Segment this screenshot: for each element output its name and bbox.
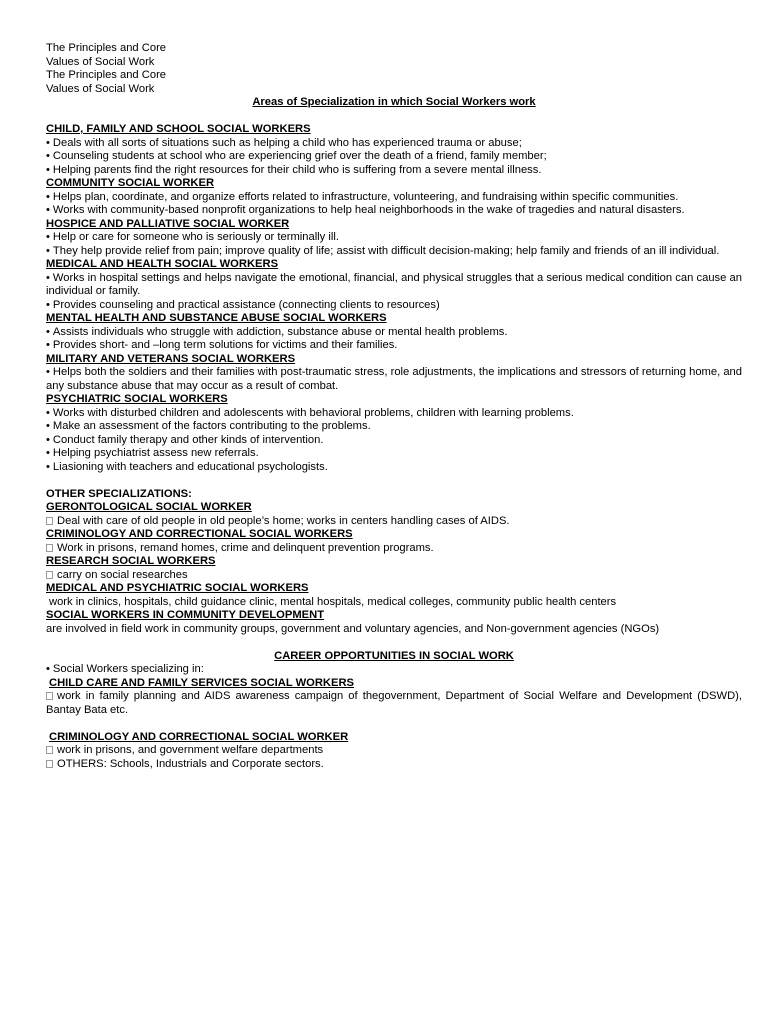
list-item-text: Helps plan, coordinate, and organize efforts related to infrastructure, volunteering, and fundraising within specific communities. [52, 190, 679, 203]
spacer [46, 474, 742, 488]
bullet: • [46, 339, 50, 351]
list-item-text: Provides counseling and practical assistance (connecting clients to resources) [52, 298, 440, 311]
section-heading: MILITARY AND VETERANS SOCIAL WORKERS [46, 352, 296, 365]
list-item [46, 515, 742, 529]
bullet: • [46, 136, 50, 149]
section-heading: CRIMINOLOGY AND CORRECTIONAL SOCIAL WORKER [49, 730, 349, 743]
section-heading: MEDICAL AND PSYCHIATRIC SOCIAL WORKERS [46, 582, 309, 594]
checkbox-glyph-icon [46, 544, 53, 552]
main-title-row [46, 96, 742, 110]
list-item [46, 623, 742, 637]
list-item [46, 569, 742, 583]
list-item-text: Works with community-based nonprofit organizations to help heal neighborhoods in the wake of tragedies and natural disasters. [52, 204, 685, 216]
list-item-text: Works in hospital settings and helps navigate the emotional, financial, and physical struggles that a serious medical condition can cause an individual or family. [46, 271, 742, 297]
list-item-text: carry on social researches [57, 568, 188, 581]
header-line: The Principles and Core [46, 42, 167, 54]
list-item [46, 407, 742, 421]
section-mental-health [46, 312, 742, 353]
section-heading: HOSPICE AND PALLIATIVE SOCIAL WORKER [46, 217, 290, 230]
list-item-text: Work in prisons, remand homes, crime and delinquent prevention programs. [57, 541, 434, 554]
list-item [46, 164, 742, 178]
list-item [46, 542, 742, 556]
other-title: OTHER SPECIALIZATIONS: [46, 487, 192, 500]
list-item [46, 420, 742, 434]
list-item-text: OTHERS: Schools, Industrials and Corporate sectors. [57, 757, 324, 770]
section-medical-health [46, 258, 742, 312]
list-item-text: Helping psychiatrist assess new referrals. [52, 447, 259, 459]
list-item-text: work in family planning and AIDS awareness campaign of thegovernment, Department of Social Welfare and Development (DSWD), Bantay Bata etc. [46, 690, 742, 716]
bullet: • [46, 366, 50, 378]
bullet: • [46, 460, 50, 473]
career-title: CAREER OPPORTUNITIES IN SOCIAL WORK [274, 649, 514, 662]
list-item [46, 245, 742, 259]
list-item-text: Counseling students at school who are experiencing grief over the death of a friend, family member; [52, 150, 547, 162]
bullet: • [46, 420, 50, 432]
list-item [46, 272, 742, 299]
section-heading: MEDICAL AND HEALTH SOCIAL WORKERS [46, 258, 279, 270]
bullet: • [46, 271, 50, 284]
checkbox-glyph-icon [46, 760, 53, 768]
list-item-text: Helping parents find the right resources for their child who is suffering from a severe mental illness. [52, 163, 542, 176]
section-heading: RESEARCH SOCIAL WORKERS [46, 555, 216, 567]
list-item-text: work in clinics, hospitals, child guidance clinic, mental hospitals, medical colleges, community public health centers [49, 595, 617, 608]
list-item [46, 299, 742, 313]
section-community [46, 177, 742, 218]
list-item-text: Works with disturbed children and adolescents with behavioral problems, children with learning problems. [52, 406, 574, 419]
header-line: Values of Social Work [46, 82, 155, 95]
checkbox-glyph-icon [46, 517, 53, 525]
header-line: The Principles and Core [46, 69, 167, 81]
list-item-text: Conduct family therapy and other kinds of intervention. [52, 433, 324, 446]
bullet: • [46, 231, 50, 243]
list-item-text: Make an assessment of the factors contributing to the problems. [52, 420, 371, 432]
list-item-text: Help or care for someone who is seriously or terminally ill. [52, 231, 339, 243]
bullet: • [46, 447, 50, 459]
bullet: • [46, 244, 50, 257]
header-line: Values of Social Work [46, 55, 155, 68]
list-item [46, 663, 742, 677]
section-psychiatric [46, 393, 742, 474]
section-heading: PSYCHIATRIC SOCIAL WORKERS [46, 393, 228, 405]
list-item-text: They help provide relief from pain; improve quality of life; assist with difficult decision-making; help family and friends of an ill individual. [52, 244, 720, 257]
other-specializations [46, 488, 742, 637]
list-item-text: Deals with all sorts of situations such as helping a child who has experienced trauma or abuse; [52, 136, 522, 149]
spacer [46, 636, 742, 650]
checkbox-glyph-icon [46, 571, 53, 579]
section-heading: GERONTOLOGICAL SOCIAL WORKER [46, 501, 252, 513]
list-item [46, 461, 742, 475]
list-item [46, 366, 742, 393]
list-item-text: are involved in field work in community groups, government and voluntary agencies, and Non-government agencies (NGOs) [46, 622, 660, 635]
bullet: • [46, 298, 50, 311]
section-heading: CRIMINOLOGY AND CORRECTIONAL SOCIAL WORKERS [46, 528, 353, 540]
list-item [46, 447, 742, 461]
list-item [46, 150, 742, 164]
list-item [46, 231, 742, 245]
bullet: • [46, 406, 50, 419]
list-item-text: Assists individuals who struggle with addiction, substance abuse or mental health problems. [52, 325, 508, 338]
list-item [46, 596, 742, 610]
section-hospice [46, 218, 742, 259]
list-item [46, 191, 742, 205]
bullet: • [46, 163, 50, 176]
list-item-text: Provides short- and –long term solutions for victims and their families. [52, 339, 398, 351]
checkbox-glyph-icon [46, 746, 53, 754]
bullet: • [46, 433, 50, 446]
list-item [46, 758, 742, 772]
bullet: • [46, 190, 50, 203]
spacer [46, 110, 742, 124]
section-military-veterans [46, 353, 742, 394]
bullet: • [46, 150, 50, 162]
list-item-text: Helps both the soldiers and their families with post-traumatic stress, role adjustments, the implications and stressors of returning home, and any substance abuse that may occur as a result of combat. [46, 366, 742, 392]
list-item [46, 690, 742, 717]
list-item-text: Deal with care of old people in old people’s home; works in centers handling cases of AIDS. [57, 514, 510, 527]
section-heading: MENTAL HEALTH AND SUBSTANCE ABUSE SOCIAL WORKERS [46, 312, 387, 324]
bullet: • [46, 325, 50, 338]
list-item [46, 339, 742, 353]
checkbox-glyph-icon [46, 692, 53, 700]
section-child-family-school [46, 123, 742, 177]
list-item-text: work in prisons, and government welfare departments [57, 744, 324, 756]
list-item [46, 204, 742, 218]
main-title: Areas of Specialization in which Social Workers work [252, 96, 536, 108]
spacer [46, 717, 742, 731]
bullet: • [46, 204, 50, 216]
bullet: • [46, 663, 50, 675]
list-item [46, 326, 742, 340]
list-item-text: Social Workers specializing in: [52, 663, 204, 675]
career-section [46, 650, 742, 772]
list-item [46, 744, 742, 758]
section-heading: CHILD, FAMILY AND SCHOOL SOCIAL WORKERS [46, 123, 311, 135]
header-block [46, 42, 742, 96]
list-item [46, 137, 742, 151]
section-heading: COMMUNITY SOCIAL WORKER [46, 177, 215, 189]
list-item [46, 434, 742, 448]
list-item-text: Liasioning with teachers and educational psychologists. [52, 460, 328, 473]
section-heading: SOCIAL WORKERS IN COMMUNITY DEVELOPMENT [46, 609, 325, 621]
section-heading: CHILD CARE AND FAMILY SERVICES SOCIAL WORKERS [49, 676, 354, 689]
